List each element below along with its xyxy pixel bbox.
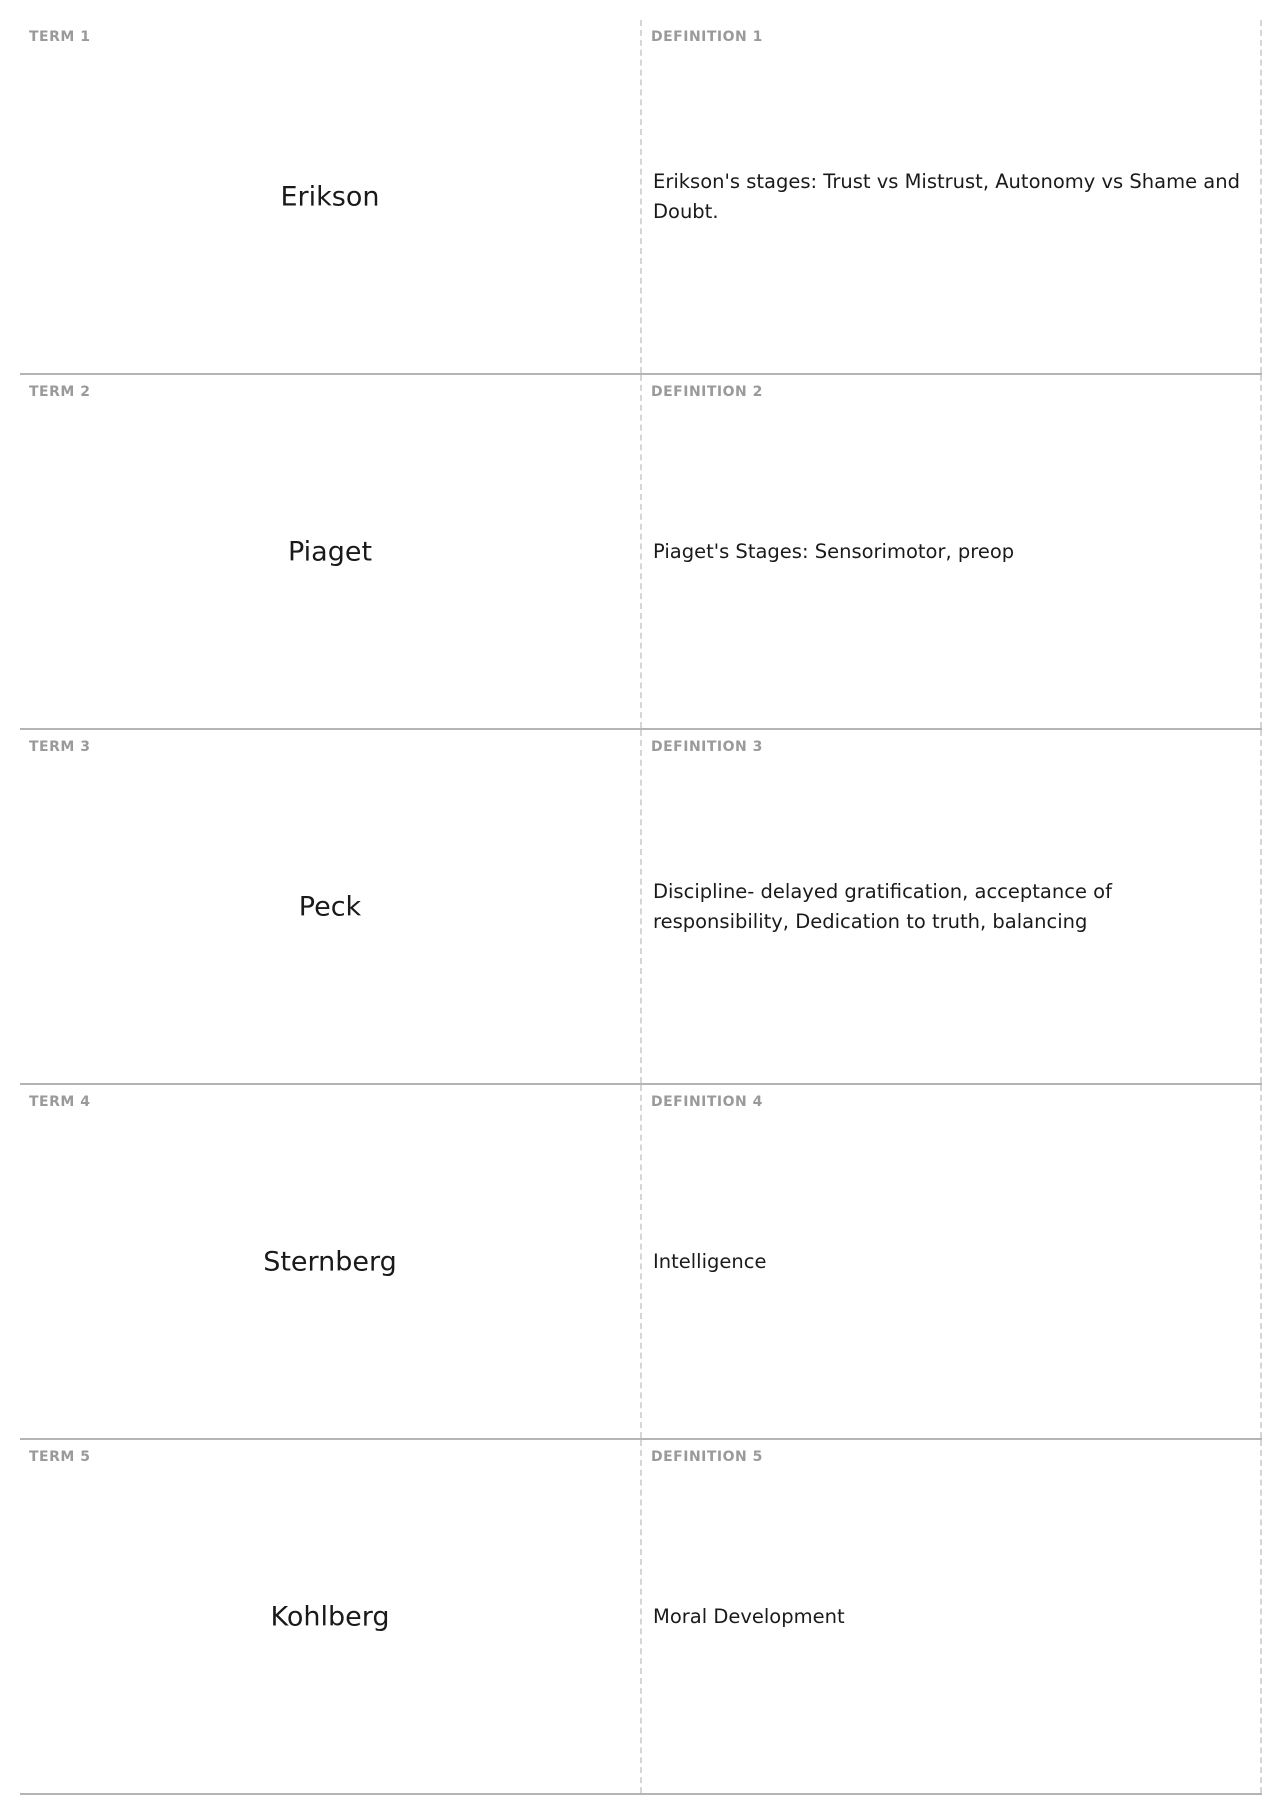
term-cell — [20, 20, 642, 373]
definition-label: DEFINITION 3 — [651, 739, 763, 755]
definition-text: Intelligence — [653, 1249, 767, 1273]
definition-cell — [642, 730, 1262, 1083]
definition-text: Moral Development — [653, 1604, 845, 1628]
term-label: TERM 3 — [29, 739, 91, 755]
definition-cell — [642, 375, 1262, 728]
card-row-5 — [20, 1440, 1262, 1795]
definition-text: Piaget's Stages: Sensorimotor, preop — [653, 539, 1015, 563]
term-text: Peck — [298, 891, 362, 922]
term-cell — [20, 1085, 642, 1438]
term-text: Piaget — [287, 536, 373, 567]
flashcard-sheet — [20, 20, 1262, 1795]
definition-cell — [642, 1085, 1262, 1438]
card-row-3 — [20, 730, 1262, 1085]
card-row-2 — [20, 375, 1262, 730]
term-cell — [20, 375, 642, 728]
definition-text: Discipline- delayed gratification, acceptance of responsibility, Dedication to truth, balancing — [653, 879, 1112, 933]
term-cell — [20, 1440, 642, 1793]
card-row-4 — [20, 1085, 1262, 1440]
definition-label: DEFINITION 4 — [651, 1094, 763, 1110]
definition-label: DEFINITION 2 — [651, 384, 763, 400]
definition-label: DEFINITION 1 — [651, 29, 763, 45]
definition-cell — [642, 1440, 1262, 1793]
term-text: Kohlberg — [270, 1601, 390, 1632]
term-label: TERM 1 — [29, 29, 91, 45]
term-label: TERM 4 — [29, 1094, 91, 1110]
term-label: TERM 5 — [29, 1449, 91, 1465]
definition-text: Erikson's stages: Trust vs Mistrust, Autonomy vs Shame and Doubt. — [653, 169, 1240, 223]
term-text: Sternberg — [263, 1246, 397, 1277]
definition-cell — [642, 20, 1262, 373]
definition-label: DEFINITION 5 — [651, 1449, 763, 1465]
term-cell — [20, 730, 642, 1083]
term-label: TERM 2 — [29, 384, 91, 400]
term-text: Erikson — [280, 181, 380, 212]
card-row-1 — [20, 20, 1262, 375]
